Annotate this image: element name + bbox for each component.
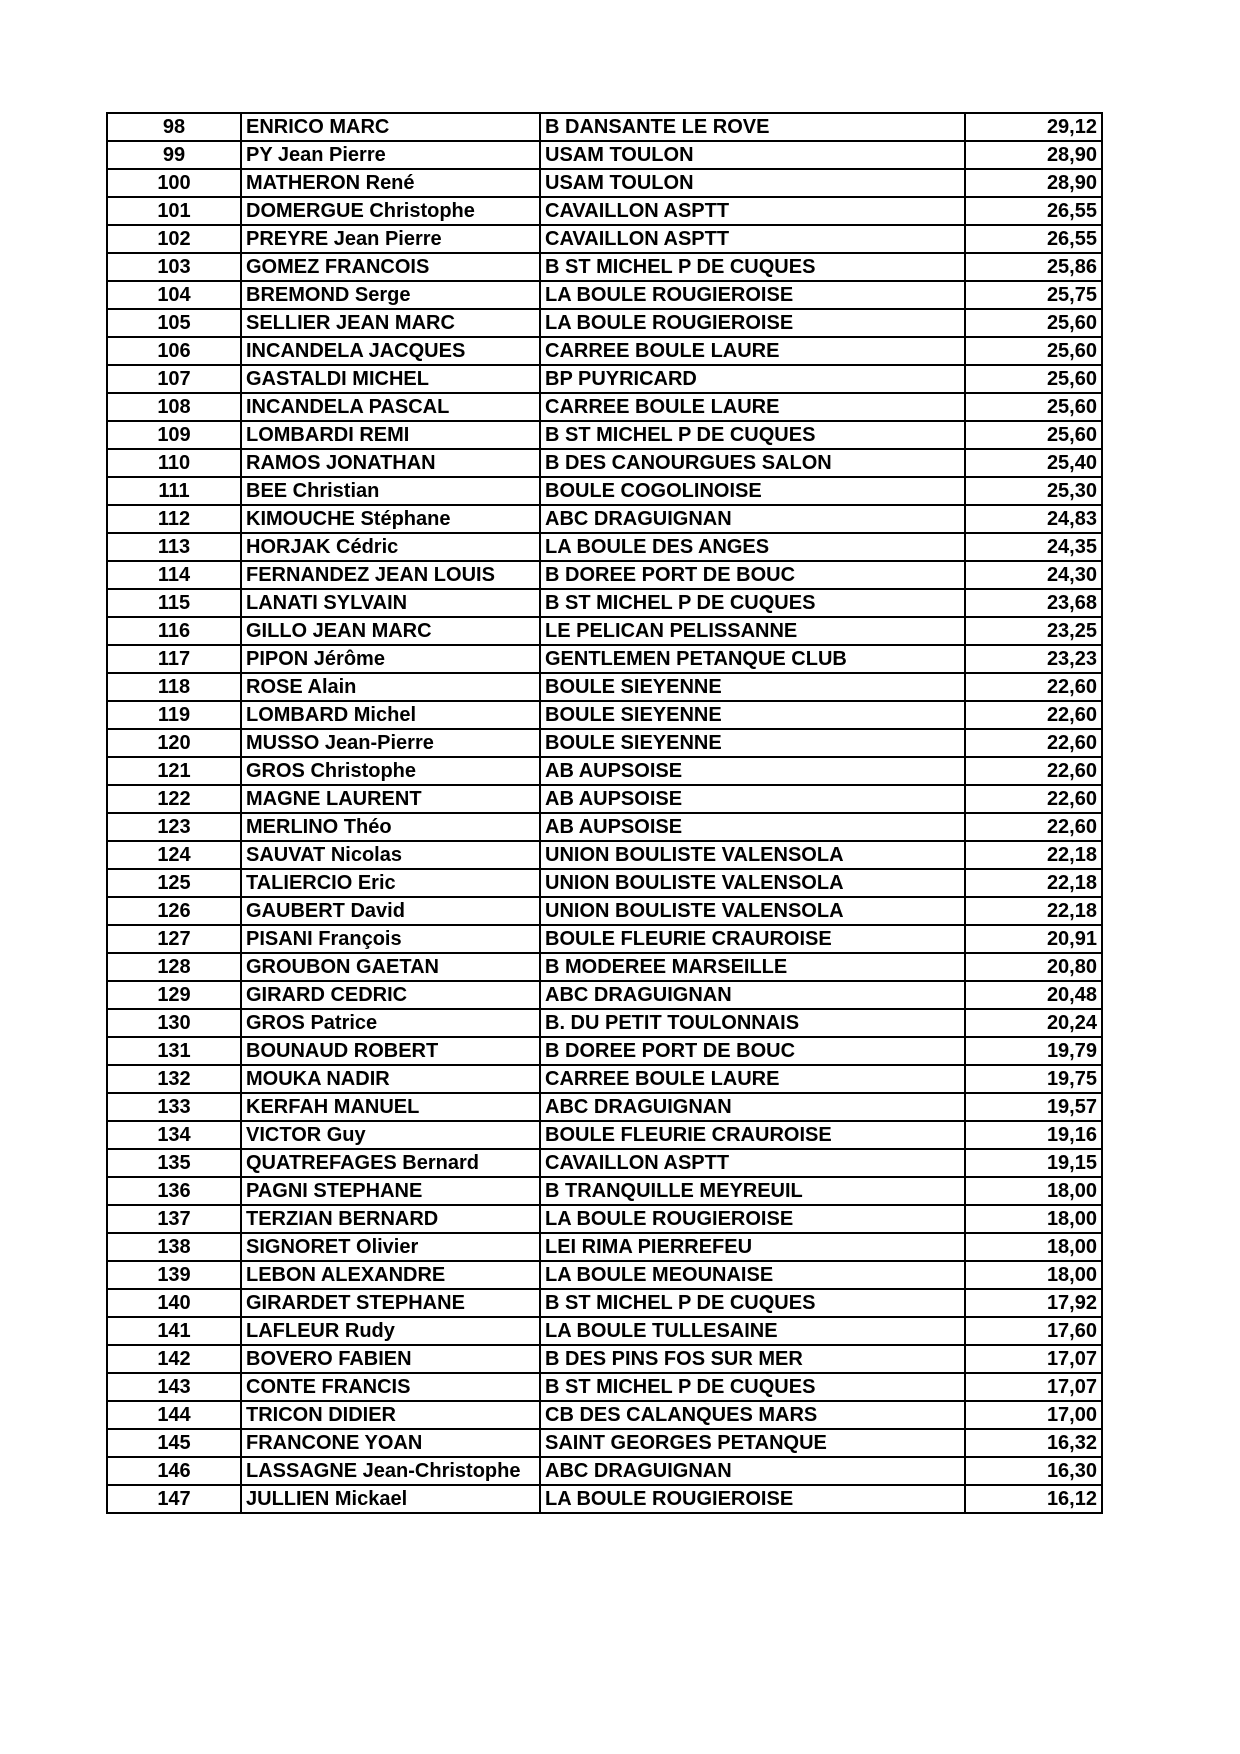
club-name-cell: B. DU PETIT TOULONNAIS [540,1009,965,1037]
table-row [107,1037,1102,1065]
table-row [107,841,1102,869]
player-name-cell: SELLIER JEAN MARC [241,309,540,337]
player-name-cell: SIGNORET Olivier [241,1233,540,1261]
club-name-cell: LEI RIMA PIERREFEU [540,1233,965,1261]
rank-cell: 112 [107,505,241,533]
score-cell: 25,60 [965,337,1102,365]
rank-cell: 133 [107,1093,241,1121]
table-row [107,1065,1102,1093]
club-name-cell: CARREE BOULE LAURE [540,337,965,365]
table-row [107,785,1102,813]
player-name-cell: GROUBON GAETAN [241,953,540,981]
score-cell: 25,60 [965,421,1102,449]
score-cell: 23,23 [965,645,1102,673]
club-name-cell: GENTLEMEN PETANQUE CLUB [540,645,965,673]
rank-cell: 114 [107,561,241,589]
rank-cell: 125 [107,869,241,897]
table-row [107,1261,1102,1289]
club-name-cell: AB AUPSOISE [540,757,965,785]
player-name-cell: GILLO JEAN MARC [241,617,540,645]
rank-cell: 145 [107,1429,241,1457]
rank-cell: 104 [107,281,241,309]
score-cell: 20,24 [965,1009,1102,1037]
player-name-cell: BREMOND Serge [241,281,540,309]
table-row [107,645,1102,673]
rank-cell: 117 [107,645,241,673]
player-name-cell: BOUNAUD ROBERT [241,1037,540,1065]
player-name-cell: LEBON ALEXANDRE [241,1261,540,1289]
score-cell: 16,30 [965,1457,1102,1485]
club-name-cell: BOULE SIEYENNE [540,729,965,757]
club-name-cell: B ST MICHEL P DE CUQUES [540,1373,965,1401]
player-name-cell: GAUBERT David [241,897,540,925]
player-name-cell: RAMOS JONATHAN [241,449,540,477]
table-row [107,1009,1102,1037]
player-name-cell: GOMEZ FRANCOIS [241,253,540,281]
club-name-cell: BOULE SIEYENNE [540,701,965,729]
rank-cell: 139 [107,1261,241,1289]
club-name-cell: CARREE BOULE LAURE [540,1065,965,1093]
club-name-cell: SAINT GEORGES PETANQUE [540,1429,965,1457]
player-name-cell: MOUKA NADIR [241,1065,540,1093]
table-row [107,225,1102,253]
player-name-cell: LANATI SYLVAIN [241,589,540,617]
player-name-cell: QUATREFAGES Bernard [241,1149,540,1177]
score-cell: 22,60 [965,813,1102,841]
rank-cell: 119 [107,701,241,729]
table-row [107,253,1102,281]
rank-cell: 136 [107,1177,241,1205]
score-cell: 24,83 [965,505,1102,533]
rank-cell: 143 [107,1373,241,1401]
club-name-cell: UNION BOULISTE VALENSOLA [540,841,965,869]
score-cell: 17,92 [965,1289,1102,1317]
rank-cell: 146 [107,1457,241,1485]
table-row [107,1093,1102,1121]
club-name-cell: LA BOULE MEOUNAISE [540,1261,965,1289]
club-name-cell: B ST MICHEL P DE CUQUES [540,253,965,281]
rank-cell: 138 [107,1233,241,1261]
rank-cell: 118 [107,673,241,701]
rank-cell: 115 [107,589,241,617]
score-cell: 25,86 [965,253,1102,281]
club-name-cell: B DES CANOURGUES SALON [540,449,965,477]
rank-cell: 113 [107,533,241,561]
club-name-cell: LA BOULE ROUGIEROISE [540,309,965,337]
table-row [107,505,1102,533]
club-name-cell: USAM TOULON [540,141,965,169]
player-name-cell: TERZIAN BERNARD [241,1205,540,1233]
table-row [107,925,1102,953]
score-cell: 20,48 [965,981,1102,1009]
player-name-cell: INCANDELA PASCAL [241,393,540,421]
rank-cell: 99 [107,141,241,169]
score-cell: 20,91 [965,925,1102,953]
score-cell: 20,80 [965,953,1102,981]
player-name-cell: LASSAGNE Jean-Christophe [241,1457,540,1485]
player-name-cell: FERNANDEZ JEAN LOUIS [241,561,540,589]
club-name-cell: ABC DRAGUIGNAN [540,505,965,533]
club-name-cell: BP PUYRICARD [540,365,965,393]
club-name-cell: B MODEREE MARSEILLE [540,953,965,981]
score-cell: 23,25 [965,617,1102,645]
score-cell: 19,15 [965,1149,1102,1177]
table-row [107,449,1102,477]
rank-cell: 103 [107,253,241,281]
score-cell: 25,75 [965,281,1102,309]
club-name-cell: ABC DRAGUIGNAN [540,1457,965,1485]
table-row [107,617,1102,645]
table-row [107,1289,1102,1317]
rank-cell: 111 [107,477,241,505]
player-name-cell: KERFAH MANUEL [241,1093,540,1121]
score-cell: 19,79 [965,1037,1102,1065]
score-cell: 17,60 [965,1317,1102,1345]
rank-cell: 106 [107,337,241,365]
table-row [107,113,1102,141]
table-row [107,1205,1102,1233]
player-name-cell: PIPON Jérôme [241,645,540,673]
player-name-cell: TRICON DIDIER [241,1401,540,1429]
table-row [107,757,1102,785]
score-cell: 18,00 [965,1261,1102,1289]
table-row [107,1345,1102,1373]
table-row [107,897,1102,925]
score-cell: 24,30 [965,561,1102,589]
player-name-cell: GROS Christophe [241,757,540,785]
player-name-cell: MATHERON René [241,169,540,197]
club-name-cell: BOULE COGOLINOISE [540,477,965,505]
rank-cell: 116 [107,617,241,645]
player-name-cell: BEE Christian [241,477,540,505]
score-cell: 22,60 [965,757,1102,785]
table-row [107,869,1102,897]
score-cell: 17,00 [965,1401,1102,1429]
table-row [107,1233,1102,1261]
player-name-cell: PREYRE Jean Pierre [241,225,540,253]
table-row [107,589,1102,617]
club-name-cell: B DOREE PORT DE BOUC [540,561,965,589]
score-cell: 22,60 [965,701,1102,729]
player-name-cell: GASTALDI MICHEL [241,365,540,393]
score-cell: 22,60 [965,785,1102,813]
player-name-cell: MERLINO Théo [241,813,540,841]
table-row [107,1149,1102,1177]
table-row [107,1401,1102,1429]
rank-cell: 102 [107,225,241,253]
player-name-cell: CONTE FRANCIS [241,1373,540,1401]
score-cell: 18,00 [965,1205,1102,1233]
table-row [107,141,1102,169]
score-cell: 19,16 [965,1121,1102,1149]
club-name-cell: AB AUPSOISE [540,813,965,841]
ranking-table [106,112,1103,1514]
score-cell: 29,12 [965,113,1102,141]
club-name-cell: B DANSANTE LE ROVE [540,113,965,141]
rank-cell: 131 [107,1037,241,1065]
player-name-cell: PY Jean Pierre [241,141,540,169]
player-name-cell: HORJAK Cédric [241,533,540,561]
club-name-cell: LA BOULE DES ANGES [540,533,965,561]
score-cell: 17,07 [965,1345,1102,1373]
player-name-cell: ENRICO MARC [241,113,540,141]
club-name-cell: UNION BOULISTE VALENSOLA [540,897,965,925]
club-name-cell: BOULE SIEYENNE [540,673,965,701]
rank-cell: 144 [107,1401,241,1429]
player-name-cell: GIRARDET STEPHANE [241,1289,540,1317]
table-row [107,673,1102,701]
score-cell: 25,40 [965,449,1102,477]
club-name-cell: USAM TOULON [540,169,965,197]
player-name-cell: DOMERGUE Christophe [241,197,540,225]
rank-cell: 126 [107,897,241,925]
table-row [107,365,1102,393]
score-cell: 22,60 [965,673,1102,701]
club-name-cell: UNION BOULISTE VALENSOLA [540,869,965,897]
table-row [107,729,1102,757]
club-name-cell: B ST MICHEL P DE CUQUES [540,589,965,617]
player-name-cell: TALIERCIO Eric [241,869,540,897]
club-name-cell: B DES PINS FOS SUR MER [540,1345,965,1373]
table-row [107,337,1102,365]
rank-cell: 137 [107,1205,241,1233]
rank-cell: 134 [107,1121,241,1149]
score-cell: 22,18 [965,897,1102,925]
table-row [107,477,1102,505]
player-name-cell: FRANCONE YOAN [241,1429,540,1457]
rank-cell: 129 [107,981,241,1009]
player-name-cell: JULLIEN Mickael [241,1485,540,1513]
table-row [107,421,1102,449]
score-cell: 22,60 [965,729,1102,757]
score-cell: 23,68 [965,589,1102,617]
table-row [107,1485,1102,1513]
club-name-cell: LA BOULE ROUGIEROISE [540,1485,965,1513]
table-row [107,561,1102,589]
score-cell: 17,07 [965,1373,1102,1401]
score-cell: 25,60 [965,309,1102,337]
table-row [107,169,1102,197]
player-name-cell: LOMBARD Michel [241,701,540,729]
rank-cell: 100 [107,169,241,197]
rank-cell: 128 [107,953,241,981]
player-name-cell: BOVERO FABIEN [241,1345,540,1373]
score-cell: 22,18 [965,841,1102,869]
club-name-cell: ABC DRAGUIGNAN [540,1093,965,1121]
table-row [107,1177,1102,1205]
table-row [107,1373,1102,1401]
club-name-cell: AB AUPSOISE [540,785,965,813]
rank-cell: 130 [107,1009,241,1037]
rank-cell: 122 [107,785,241,813]
club-name-cell: CAVAILLON ASPTT [540,197,965,225]
rank-cell: 124 [107,841,241,869]
player-name-cell: LOMBARDI REMI [241,421,540,449]
rank-cell: 127 [107,925,241,953]
score-cell: 28,90 [965,141,1102,169]
score-cell: 18,00 [965,1177,1102,1205]
club-name-cell: B TRANQUILLE MEYREUIL [540,1177,965,1205]
table-row [107,1121,1102,1149]
player-name-cell: KIMOUCHE Stéphane [241,505,540,533]
club-name-cell: LE PELICAN PELISSANNE [540,617,965,645]
rank-cell: 121 [107,757,241,785]
player-name-cell: PAGNI STEPHANE [241,1177,540,1205]
score-cell: 25,60 [965,393,1102,421]
table-row [107,197,1102,225]
club-name-cell: CARREE BOULE LAURE [540,393,965,421]
table-row [107,1317,1102,1345]
table-row [107,281,1102,309]
player-name-cell: INCANDELA JACQUES [241,337,540,365]
rank-cell: 109 [107,421,241,449]
table-row [107,953,1102,981]
rank-cell: 98 [107,113,241,141]
score-cell: 16,32 [965,1429,1102,1457]
rank-cell: 123 [107,813,241,841]
player-name-cell: ROSE Alain [241,673,540,701]
rank-cell: 107 [107,365,241,393]
table-row [107,1429,1102,1457]
score-cell: 28,90 [965,169,1102,197]
score-cell: 24,35 [965,533,1102,561]
club-name-cell: LA BOULE TULLESAINE [540,1317,965,1345]
table-row [107,981,1102,1009]
player-name-cell: GIRARD CEDRIC [241,981,540,1009]
club-name-cell: LA BOULE ROUGIEROISE [540,1205,965,1233]
player-name-cell: PISANI François [241,925,540,953]
score-cell: 22,18 [965,869,1102,897]
rank-cell: 141 [107,1317,241,1345]
score-cell: 25,60 [965,365,1102,393]
rank-cell: 135 [107,1149,241,1177]
rank-cell: 120 [107,729,241,757]
player-name-cell: MAGNE LAURENT [241,785,540,813]
score-cell: 26,55 [965,197,1102,225]
rank-cell: 108 [107,393,241,421]
rank-cell: 101 [107,197,241,225]
club-name-cell: BOULE FLEURIE CRAUROISE [540,1121,965,1149]
table-row [107,309,1102,337]
club-name-cell: ABC DRAGUIGNAN [540,981,965,1009]
score-cell: 19,57 [965,1093,1102,1121]
club-name-cell: B DOREE PORT DE BOUC [540,1037,965,1065]
club-name-cell: LA BOULE ROUGIEROISE [540,281,965,309]
table-row [107,813,1102,841]
table-row [107,533,1102,561]
table-row [107,701,1102,729]
rank-cell: 105 [107,309,241,337]
score-cell: 19,75 [965,1065,1102,1093]
score-cell: 16,12 [965,1485,1102,1513]
player-name-cell: MUSSO Jean-Pierre [241,729,540,757]
rank-cell: 142 [107,1345,241,1373]
rank-cell: 110 [107,449,241,477]
club-name-cell: CB DES CALANQUES MARS [540,1401,965,1429]
rank-cell: 147 [107,1485,241,1513]
player-name-cell: SAUVAT Nicolas [241,841,540,869]
ranking-table-body [107,113,1102,1513]
club-name-cell: CAVAILLON ASPTT [540,1149,965,1177]
player-name-cell: GROS Patrice [241,1009,540,1037]
score-cell: 25,30 [965,477,1102,505]
rank-cell: 132 [107,1065,241,1093]
score-cell: 26,55 [965,225,1102,253]
table-row [107,1457,1102,1485]
score-cell: 18,00 [965,1233,1102,1261]
club-name-cell: B ST MICHEL P DE CUQUES [540,1289,965,1317]
rank-cell: 140 [107,1289,241,1317]
player-name-cell: VICTOR Guy [241,1121,540,1149]
club-name-cell: CAVAILLON ASPTT [540,225,965,253]
club-name-cell: BOULE FLEURIE CRAUROISE [540,925,965,953]
player-name-cell: LAFLEUR Rudy [241,1317,540,1345]
table-row [107,393,1102,421]
club-name-cell: B ST MICHEL P DE CUQUES [540,421,965,449]
